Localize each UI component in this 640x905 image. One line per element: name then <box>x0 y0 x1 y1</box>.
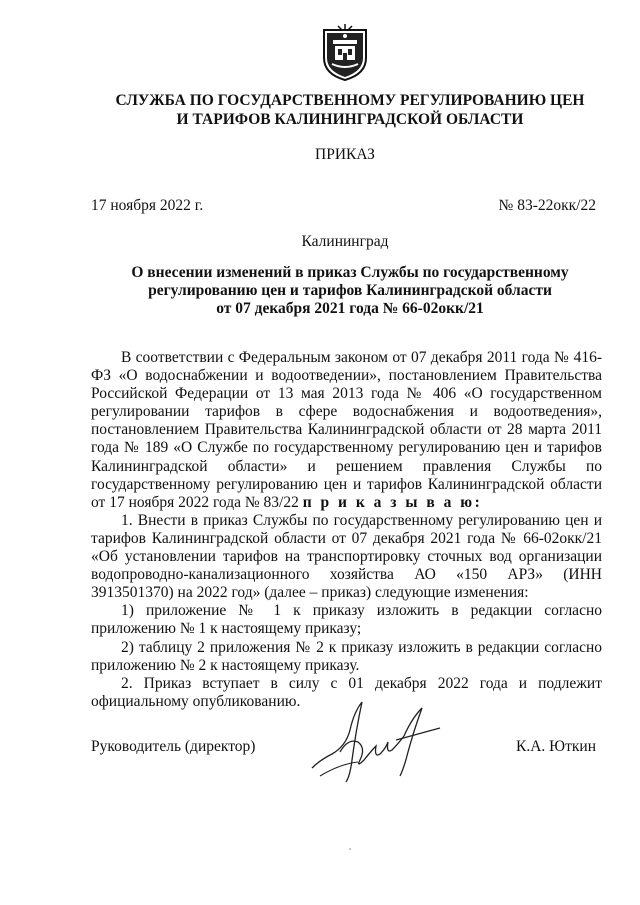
subject-line-2: регулированию цен и тарифов Калининградской области <box>148 282 552 299</box>
scan-speck <box>349 848 351 850</box>
organization-line-2: И ТАРИФОВ КАЛИНИНГРАДСКОЙ ОБЛАСТИ <box>176 111 524 128</box>
document-date: 17 ноября 2022 г. <box>91 197 204 214</box>
document-body <box>91 349 602 711</box>
intro-paragraph <box>91 349 602 512</box>
item-1: 1. Внести в приказ Службы по государственному регулированию цен и тарифов Калининградской области от 07 декабря 2021 года № 66-02окк/21 «Об установлении тарифов на транспортировку сточных вод организации водопроводно-канализационного хозяйства АО «150 АРЗ» (ИНН 3913501370) на 2022 год» (далее – приказ) следующие изменения: <box>91 511 602 602</box>
handwritten-signature <box>300 690 450 790</box>
intro-text: В соответствии с Федеральным законом от 07 декабря 2011 года № 416-ФЗ «О водоснабжении и водоотведении», постановлением Правительства Российской Федерации от 13 мая 2013 года № 406 «О государственном регулировании тарифов в сфере водоснабжения и водоотведения», постановлением Правительства Калининградской области от 28 марта 2011 года № 189 «О Службе по государственному регулированию цен и тарифов Калининградской области» и решением правления Службы по государственному регулированию цен и тарифов Калининградской области от 17 ноября 2022 года № 83/22 <box>91 349 602 511</box>
coat-of-arms-icon <box>318 24 372 82</box>
document-number: № 83-22окк/22 <box>498 197 596 214</box>
subject-line-3: от 07 декабря 2021 года № 66-02окк/21 <box>216 300 484 317</box>
item-1-1: 1) приложение № 1 к приказу изложить в редакции согласно приложению № 1 к настоящему приказу; <box>91 602 602 638</box>
item-2: 2. Приказ вступает в силу с 01 декабря 2022 года и подлежит официальному опубликованию. <box>91 674 602 710</box>
document-type: ПРИКАЗ <box>315 146 375 163</box>
subject-line-1: О внесении изменений в приказ Службы по государственному <box>131 264 569 281</box>
order-word: п р и к а з ы в а ю: <box>302 493 483 511</box>
signatory-title: Руководитель (директор) <box>91 738 256 755</box>
organization-name <box>60 91 640 129</box>
document-subject <box>60 264 640 318</box>
signatory-name: К.А. Юткин <box>516 738 596 755</box>
document-city: Калининград <box>301 233 389 250</box>
organization-line-1: СЛУЖБА ПО ГОСУДАРСТВЕННОМУ РЕГУЛИРОВАНИЮ ЦЕН <box>115 92 585 109</box>
item-1-2: 2) таблицу 2 приложения № 2 к приказу изложить в редакции согласно приложению № 2 к настоящему приказу. <box>91 638 602 674</box>
